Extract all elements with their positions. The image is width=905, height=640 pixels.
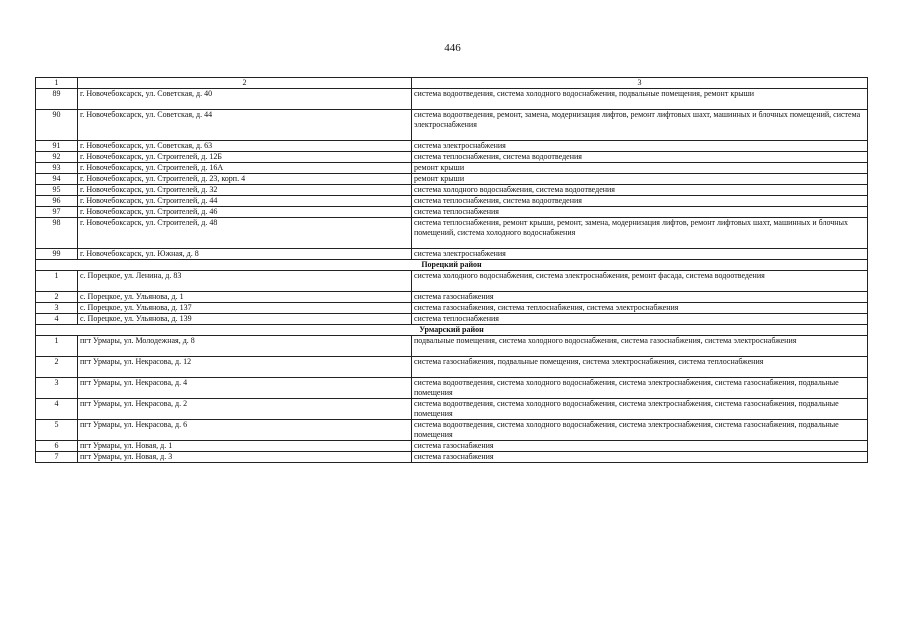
row-address: пгт Урмары, ул. Молодежная, д. 8	[78, 336, 412, 357]
row-works: система газоснабжения	[412, 452, 868, 463]
district-header-row	[36, 325, 868, 336]
row-address: г. Новочебоксарск, ул. Южная, д. 8	[78, 249, 412, 260]
row-number: 92	[36, 152, 78, 163]
district-title: Порецкий район	[36, 260, 868, 271]
row-works: система водоотведения, система холодного водоснабжения, система электроснабжения, система газоснабжения, подвальные помещения	[412, 399, 868, 420]
row-address: г. Новочебоксарск, ул. Строителей, д. 12Б	[78, 152, 412, 163]
row-address: пгт Урмары, ул. Некрасова, д. 12	[78, 357, 412, 378]
table-row	[36, 357, 868, 378]
table-row	[36, 378, 868, 399]
row-number: 2	[36, 357, 78, 378]
row-number: 1	[36, 271, 78, 292]
row-works: система газоснабжения	[412, 292, 868, 303]
row-number: 1	[36, 336, 78, 357]
row-address: г. Новочебоксарск, ул. Советская, д. 40	[78, 89, 412, 110]
table-row	[36, 141, 868, 152]
row-works: ремонт крыши	[412, 174, 868, 185]
table-row	[36, 452, 868, 463]
row-address: г. Новочебоксарск, ул. Строителей, д. 32	[78, 185, 412, 196]
column-number-1: 1	[36, 78, 78, 89]
row-number: 95	[36, 185, 78, 196]
row-works: ремонт крыши	[412, 163, 868, 174]
row-works: система газоснабжения	[412, 441, 868, 452]
row-number: 94	[36, 174, 78, 185]
row-works: система холодного водоснабжения, система электроснабжения, ремонт фасада, система водоотведения	[412, 271, 868, 292]
row-address: г. Новочебоксарск, ул. Строителей, д. 46	[78, 207, 412, 218]
row-address: г. Новочебоксарск, ул. Строителей, д. 44	[78, 196, 412, 207]
table-row	[36, 399, 868, 420]
row-works: система электроснабжения	[412, 141, 868, 152]
page-number: 446	[444, 42, 461, 54]
column-number-row	[36, 78, 868, 89]
row-number: 4	[36, 314, 78, 325]
row-address: с. Порецкое, ул. Ульянова, д. 1	[78, 292, 412, 303]
row-number: 3	[36, 303, 78, 314]
row-number: 6	[36, 441, 78, 452]
row-address: с. Порецкое, ул. Ленина, д. 83	[78, 271, 412, 292]
row-address: г. Новочебоксарск, ул. Советская, д. 63	[78, 141, 412, 152]
row-works: система теплоснабжения, ремонт крыши, ремонт, замена, модернизация лифтов, ремонт лифтовых шахт, машинных и блочных помещений, система холодного водоснабжения	[412, 218, 868, 249]
row-number: 91	[36, 141, 78, 152]
table-row	[36, 110, 868, 141]
row-number: 89	[36, 89, 78, 110]
row-number: 97	[36, 207, 78, 218]
row-works: система теплоснабжения	[412, 207, 868, 218]
table-row	[36, 163, 868, 174]
table-row	[36, 196, 868, 207]
row-works: система теплоснабжения, система водоотведения	[412, 152, 868, 163]
row-number: 93	[36, 163, 78, 174]
row-works: система газоснабжения, система теплоснабжения, система электроснабжения	[412, 303, 868, 314]
table-row	[36, 89, 868, 110]
row-address: пгт Урмары, ул. Новая, д. 1	[78, 441, 412, 452]
row-number: 96	[36, 196, 78, 207]
table-row	[36, 303, 868, 314]
row-number: 99	[36, 249, 78, 260]
table-row	[36, 185, 868, 196]
table-row	[36, 441, 868, 452]
row-works: система водоотведения, система холодного водоснабжения, система электроснабжения, система газоснабжения, подвальные помещения	[412, 420, 868, 441]
district-header-row	[36, 260, 868, 271]
table-row	[36, 271, 868, 292]
row-number: 7	[36, 452, 78, 463]
row-number: 5	[36, 420, 78, 441]
row-number: 4	[36, 399, 78, 420]
table-row	[36, 249, 868, 260]
row-address: с. Порецкое, ул. Ульянова, д. 137	[78, 303, 412, 314]
table-row	[36, 420, 868, 441]
table-row	[36, 314, 868, 325]
row-address: пгт Урмары, ул. Некрасова, д. 2	[78, 399, 412, 420]
row-address: г. Новочебоксарск, ул. Строителей, д. 16А	[78, 163, 412, 174]
row-works: система водоотведения, система холодного водоснабжения, система электроснабжения, система газоснабжения, подвальные помещения	[412, 378, 868, 399]
row-address: с. Порецкое, ул. Ульянова, д. 139	[78, 314, 412, 325]
row-works: система электроснабжения	[412, 249, 868, 260]
row-address: пгт Урмары, ул. Некрасова, д. 4	[78, 378, 412, 399]
table-row	[36, 174, 868, 185]
column-number-3: 3	[412, 78, 868, 89]
table-row	[36, 336, 868, 357]
table-row	[36, 152, 868, 163]
row-address: пгт Урмары, ул. Некрасова, д. 6	[78, 420, 412, 441]
row-address: г. Новочебоксарск, ул. Советская, д. 44	[78, 110, 412, 141]
row-number: 2	[36, 292, 78, 303]
row-works: подвальные помещения, система холодного водоснабжения, система газоснабжения, система электроснабжения	[412, 336, 868, 357]
row-address: г. Новочебоксарск, ул. Строителей, д. 48	[78, 218, 412, 249]
row-works: система водоотведения, ремонт, замена, модернизация лифтов, ремонт лифтовых шахт, машинных и блочных помещений, система электроснабжения	[412, 110, 868, 141]
row-address: пгт Урмары, ул. Новая, д. 3	[78, 452, 412, 463]
table-row	[36, 292, 868, 303]
row-works: система газоснабжения, подвальные помещения, система электроснабжения, система теплоснабжения	[412, 357, 868, 378]
row-works: система холодного водоснабжения, система водоотведения	[412, 185, 868, 196]
table-row	[36, 218, 868, 249]
row-number: 3	[36, 378, 78, 399]
row-works: система водоотведения, система холодного водоснабжения, подвальные помещения, ремонт крыши	[412, 89, 868, 110]
row-number: 90	[36, 110, 78, 141]
row-number: 98	[36, 218, 78, 249]
registry-table	[35, 77, 868, 463]
district-title: Урмарский район	[36, 325, 868, 336]
row-works: система теплоснабжения, система водоотведения	[412, 196, 868, 207]
row-address: г. Новочебоксарск, ул. Строителей, д. 23, корп. 4	[78, 174, 412, 185]
row-works: система теплоснабжения	[412, 314, 868, 325]
column-number-2: 2	[78, 78, 412, 89]
table-row	[36, 207, 868, 218]
